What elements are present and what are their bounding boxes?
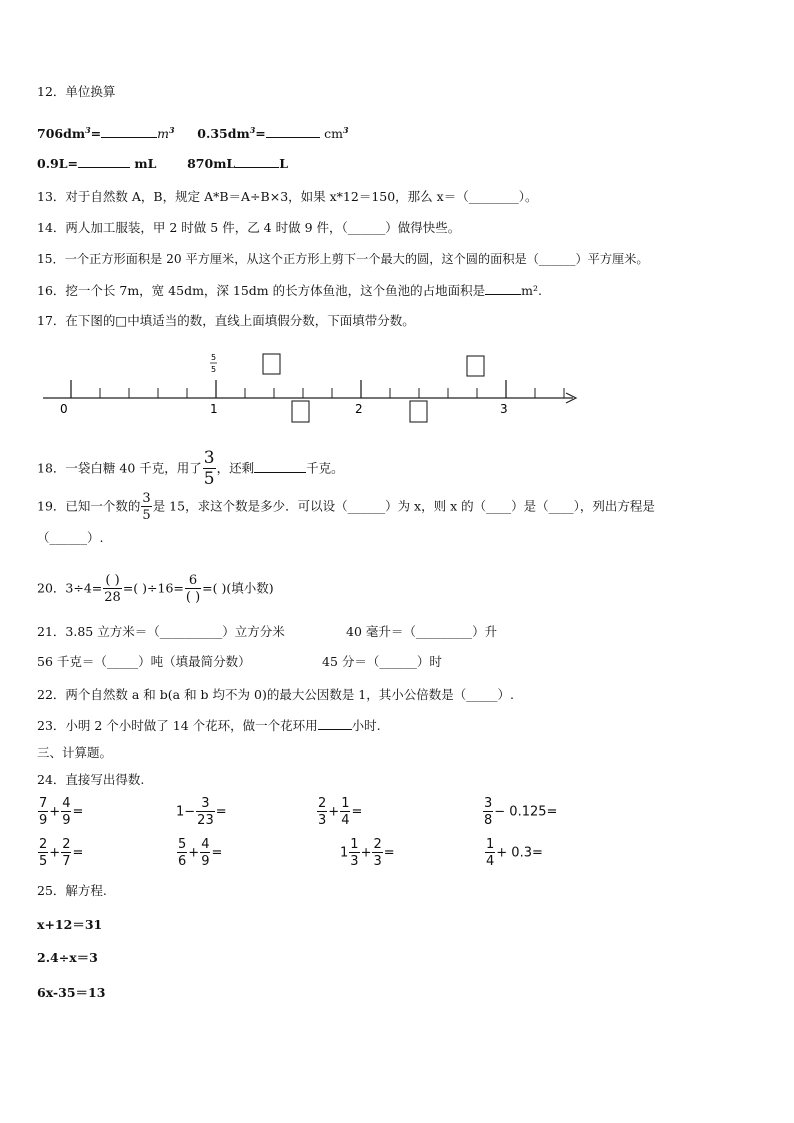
- q12-a-lhs: 706dm: [37, 126, 86, 142]
- q16-line: 16．挖一个长 7m，宽 45dm，深 15dm 的长方体鱼池，这个鱼池的占地面积是 m².: [37, 283, 542, 298]
- q24-expr-8: $\frac{1}{4}$ + 0.3=: [486, 837, 543, 869]
- q19-line1: 19．已知一个数的 $\frac{3}{5}$ 是 15，求这个数是多少．可以设（______）为 x，则 x 的（____）是（____），列出方程是: [37, 491, 655, 523]
- answer-box-below-2[interactable]: [410, 401, 427, 422]
- q20-line: 20．3÷4= $\frac{( )}{28}$ =( )÷16= $\frac{6}{( )}$ =( )(填小数): [37, 573, 274, 605]
- frac-label-den: 5: [211, 365, 217, 374]
- q17-text: 17．在下图的□中填适当的数，直线上面填假分数，下面填带分数。: [37, 313, 415, 328]
- q23-line: 23．小明 2 个小时做了 14 个花环，做一个花环用 小时.: [37, 718, 381, 733]
- q24-expr-7: 1 $\frac{1}{3}$ + $\frac{2}{3}$ =: [340, 837, 395, 869]
- q24-expr-2: 1− $\frac{3}{23}$ =: [176, 796, 227, 828]
- q24-title: 24．直接写出得数.: [37, 772, 145, 787]
- q23-blank[interactable]: [318, 718, 352, 730]
- answer-box-below-1[interactable]: [292, 401, 309, 422]
- q21-d: 45 分＝（______）时: [322, 654, 442, 669]
- number-line: [38, 350, 583, 430]
- q25-eq-3: 6x-35＝13: [37, 985, 106, 1000]
- q20-fraction-1: $\frac{( )}{28}$: [104, 573, 121, 605]
- q18-fraction: $\frac{3}{5}$: [203, 448, 215, 489]
- axis-ticks: [71, 380, 564, 398]
- q19-fraction: $\frac{3}{5}$: [142, 491, 151, 523]
- q22-text: 22．两个自然数 a 和 b(a 和 b 均不为 0)的最大公因数是 1，其小公倍数是（_____）.: [37, 687, 514, 702]
- q12-b-blank[interactable]: [266, 126, 320, 138]
- frac-label-num: 5: [211, 353, 217, 362]
- q21-b: 40 毫升＝（_________）升: [346, 624, 498, 639]
- q21-a: 21．3.85 立方米＝（__________）立方分米: [37, 624, 285, 639]
- q24-expr-6: $\frac{5}{6}$ + $\frac{4}{9}$ =: [178, 837, 223, 869]
- q13-text: 13．对于自然数 A，B，规定 A*B＝A÷B×3，如果 x*12＝150，那么 x＝（________）。: [37, 189, 538, 204]
- q25-eq-2: 2.4÷x＝3: [37, 950, 98, 965]
- tick-label-1: 1: [210, 402, 218, 416]
- section3-title: 三、计算题。: [37, 745, 113, 760]
- q21-c: 56 千克＝（_____）吨（填最简分数）: [37, 654, 251, 669]
- tick-label-3: 3: [500, 402, 508, 416]
- tick-label-0: 0: [60, 402, 68, 416]
- q12-c-blank[interactable]: [78, 156, 130, 168]
- tick-label-2: 2: [355, 402, 363, 416]
- q24-expr-5: $\frac{2}{5}$ + $\frac{2}{7}$ =: [39, 837, 84, 869]
- q24-expr-3: $\frac{2}{3}$ + $\frac{1}{4}$ =: [318, 796, 363, 828]
- q12-d-blank[interactable]: [235, 156, 279, 168]
- q12-line2: 0.9L= mL 870mL L: [37, 156, 289, 171]
- q12-b-lhs: 0.35dm: [197, 126, 250, 142]
- q24-expr-4: $\frac{3}{8}$ − 0.125=: [484, 796, 558, 828]
- q20-fraction-2: $\frac{6}{( )}$: [185, 573, 201, 605]
- q25-eq-1: x+12＝31: [37, 917, 103, 932]
- answer-box-above-2[interactable]: [467, 356, 484, 376]
- answer-box-above-1[interactable]: [263, 354, 280, 374]
- q16-blank[interactable]: [485, 283, 521, 295]
- q14-text: 14．两人加工服装，甲 2 时做 5 件，乙 4 时做 9 件，（______）做得快些。: [37, 220, 461, 235]
- q18-blank[interactable]: [254, 461, 306, 473]
- q18-line: 18．一袋白糖 40 千克，用了 $\frac{3}{5}$ ，还剩 千克。: [37, 448, 344, 489]
- q25-title: 25．解方程.: [37, 883, 107, 898]
- q24-expr-1: $\frac{7}{9}$ + $\frac{4}{9}$ =: [39, 796, 84, 828]
- q19-line2: （______）.: [37, 530, 104, 545]
- q12-title: 12．单位换算: [37, 84, 116, 99]
- q12-a-blank[interactable]: [101, 126, 157, 138]
- q12-line1: $706dm^3= m^3$ $0.35dm^3= cm^3$: [37, 125, 349, 142]
- q15-text: 15．一个正方形面积是 20 平方厘米，从这个正方形上剪下一个最大的圆，这个圆的面积是（______）平方厘米。: [37, 252, 649, 266]
